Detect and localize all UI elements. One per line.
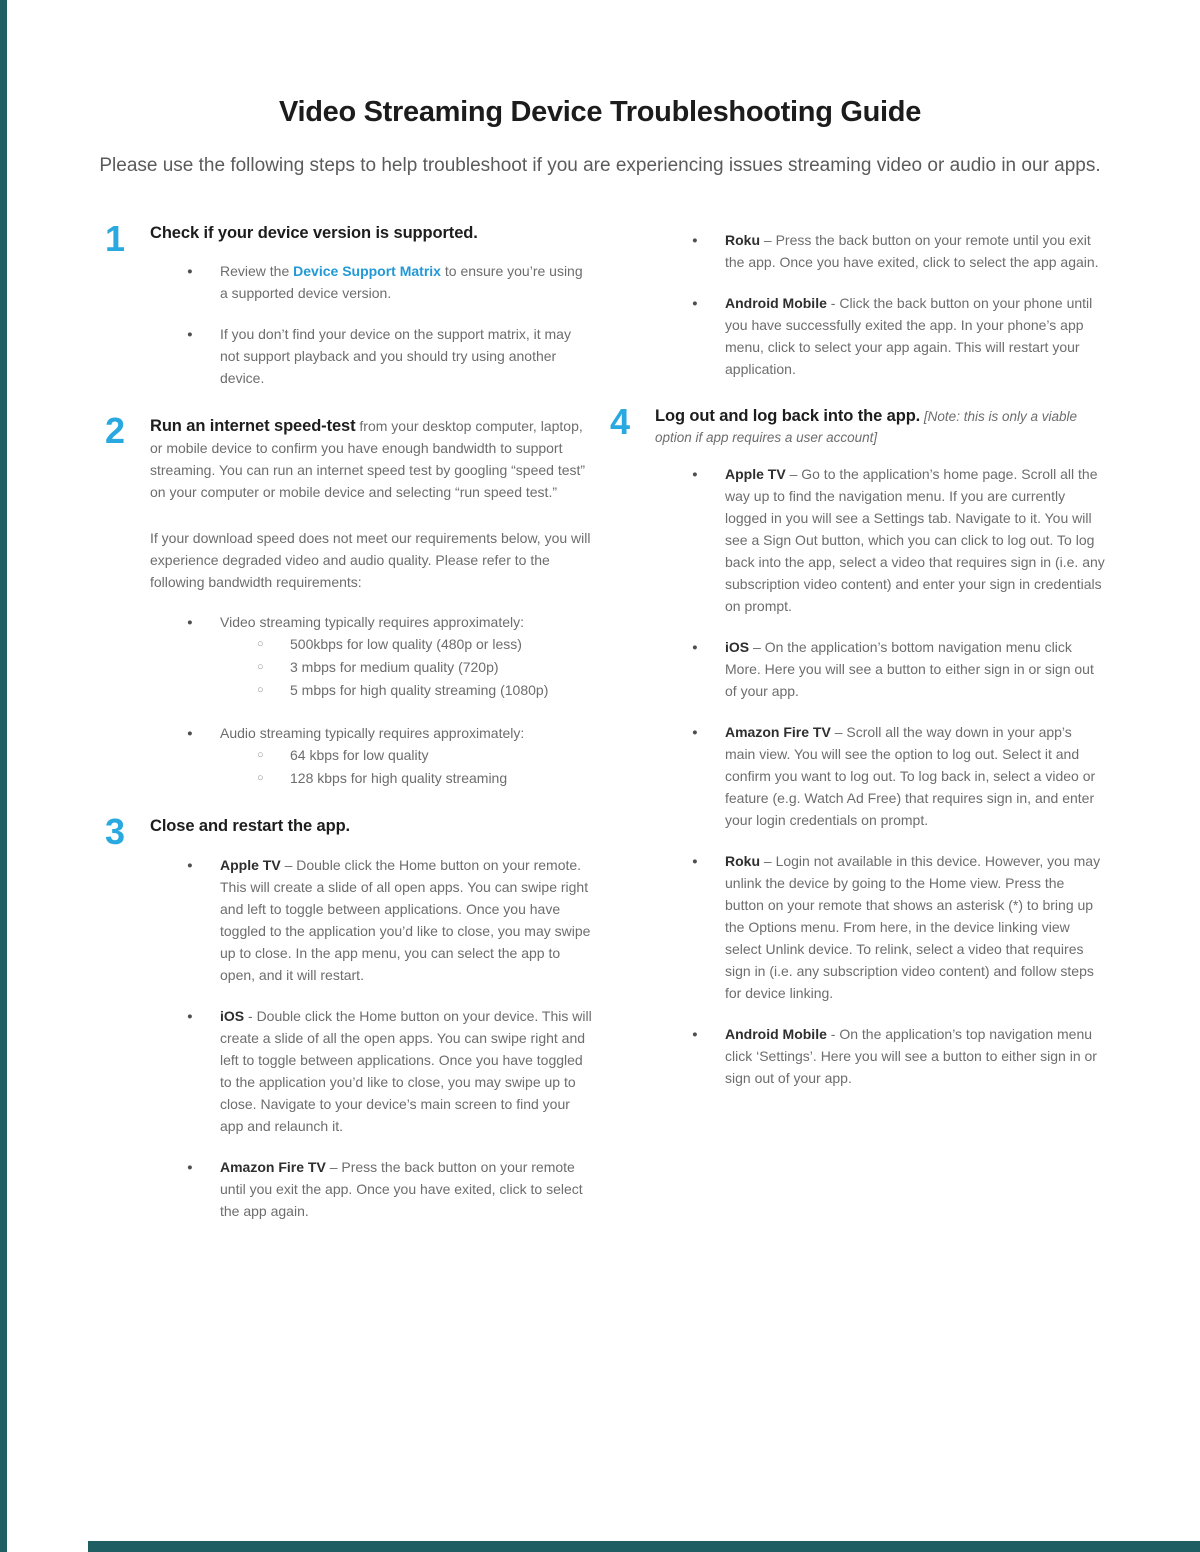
device-name: Roku (725, 852, 760, 869)
sub-bullet-low-quality: ○ 500kbps for low quality (480p or less) (257, 633, 592, 655)
page-title: Video Streaming Device Troubleshooting Guide (278, 96, 922, 128)
left-column (105, 218, 592, 1248)
step-1-heading: Check if your device version is supported. (150, 224, 478, 242)
step-4 (610, 401, 1105, 1089)
device-name: Apple TV (725, 465, 786, 482)
device-name: Roku (725, 232, 760, 248)
bullet-apple-tv-logout (692, 463, 1105, 617)
bullet-text: Review the (220, 263, 294, 280)
bullet-android-logout (692, 1023, 1105, 1089)
sub-bullet-high-quality: ○ 5 mbps for high quality streaming (1080p) (257, 679, 592, 701)
bullet-video-streaming (187, 611, 592, 701)
device-name: iOS (725, 638, 750, 655)
step-2-paragraph-2: If your download speed does not meet our requirements below, you will experience degraded video and audio quality. Please refer to the following bandwidth requirements: (150, 530, 591, 591)
step-4-heading (655, 406, 1105, 449)
bullet-android-restart (692, 292, 1105, 380)
step-1 (105, 218, 592, 389)
page-subtitle: Please use the following steps to help troubleshoot if you are experiencing issues streaming video or audio in our apps. (99, 155, 1101, 176)
step-2-heading-paragraph (150, 415, 592, 503)
step-3-continuation (610, 223, 1105, 380)
device-name: iOS (220, 1007, 245, 1024)
bottom-accent-bar (88, 1541, 1200, 1552)
step-2-number: 2 (105, 410, 126, 452)
device-name: Apple TV (220, 856, 281, 873)
step-3-number: 3 (105, 811, 126, 853)
audio-requirements-sublist (220, 744, 592, 789)
bullet-text: – Login not available in this device. However, you may unlink the device by going to the Home view. Press the button on your remote that shows an asterisk (*) to bring up the Options menu. From here, in the device linking view select Unlink device. To relink, select a video that requires sign in (i.e. any subscription video content) and follow steps for device linking. (725, 852, 1101, 1001)
two-column-layout (0, 218, 1200, 1248)
bullet-text: – Press the back button on your remote until you exit the app. Once you have exited, click to select the app again. (725, 232, 1099, 270)
step-2-heading-rest: from your desktop computer, laptop, or mobile device to confirm you have enough bandwidth to support streaming. You can run an internet speed test by googling “speed test” on your computer or mobile device and selecting “run speed test.” (150, 418, 586, 501)
bullet-text: – Press the back button on your remote until you exit the app. Once you have exited, click to select the app again. (220, 1158, 583, 1219)
bullet-text: – On the application’s bottom navigation menu click More. Here you will see a button to either sign in or sign out of your app. (725, 638, 1094, 699)
device-name: Amazon Fire TV (220, 1158, 326, 1175)
step-3 (105, 811, 592, 1221)
step-4-heading-text: Log out and log back into the app. (655, 407, 921, 425)
sub-bullet-audio-low: ○ 64 kbps for low quality (257, 744, 592, 766)
step-1-number: 1 (105, 218, 126, 259)
bullet-ios-restart (187, 1005, 592, 1137)
right-column (610, 223, 1105, 1248)
bullet-device-not-found: ● If you don’t find your device on the support matrix, it may not support playback and you should try using another device. (187, 323, 592, 389)
device-name: Amazon Fire TV (725, 723, 831, 740)
step-3-bullet-list (150, 854, 592, 1222)
bullet-fire-tv-logout (692, 721, 1105, 831)
sub-bullet-audio-high: ○ 128 kbps for high quality streaming (257, 767, 592, 789)
bullet-text: – Go to the application’s home page. Scroll all the way up to find the navigation menu. If you are currently logged in you will see a Settings tab. Navigate to it. You will see a Sign Out button, which you can click to log out. To log back into the app, select a video that requires sign in (i.e. any subscription video content) and enter your sign in credentials on prompt. (725, 465, 1105, 614)
step-2 (105, 410, 592, 790)
bullet-roku-restart (692, 229, 1105, 273)
step-3-heading: Close and restart the app. (150, 817, 351, 836)
bullet-text: to ensure you’re using a supported device version. (220, 263, 583, 302)
bandwidth-requirements-list (150, 611, 592, 789)
bullet-ios-logout (692, 636, 1105, 702)
step-4-number: 4 (610, 401, 631, 442)
sub-bullet-medium-quality: ○ 3 mbps for medium quality (720p) (257, 656, 592, 678)
bullet-fire-tv-restart (187, 1156, 592, 1222)
step-4-note: [Note: this is only a viable option if app requires a user account] (655, 409, 1077, 446)
left-accent-bar (0, 0, 7, 1552)
device-support-matrix-link[interactable]: Device Support Matrix (293, 263, 441, 280)
bullet-text: Audio streaming typically requires approximately: (220, 725, 525, 742)
device-name: Android Mobile (725, 1025, 827, 1042)
bullet-text: - Double click the Home button on your device. This will create a slide of all the open apps. You can swipe right and left to toggle between applications. Once you have toggled to the application you’d like to close, you may swipe up to close. Navigate to your device’s main screen to find your app and relaunch it. (220, 1007, 592, 1134)
bullet-text: - Click the back button on your phone until you have successfully exited the app. In your phone’s app menu, click to select your app again. This will restart your application. (725, 295, 1093, 377)
bullet-text: – Double click the Home button on your remote. This will create a slide of all open apps. You can swipe right and left to toggle between applications. Once you have toggled to the application you’d like to close, you may swipe up to close. In the app menu, you can select the app to open, and it will restart. (220, 856, 591, 983)
step-3-continuation-list (655, 229, 1105, 380)
bullet-text: Video streaming typically requires approximately: (220, 614, 524, 631)
bullet-audio-streaming (187, 722, 592, 789)
bullet-roku-logout (692, 850, 1105, 1004)
step-4-bullet-list (655, 463, 1105, 1089)
bullet-text: - On the application’s top navigation menu click ‘Settings’. Here you will see a button to either sign in or sign out of your app. (725, 1025, 1097, 1086)
step-2-heading: Run an internet speed-test (150, 417, 356, 436)
video-requirements-sublist (220, 633, 592, 701)
bullet-review-support-matrix (187, 260, 592, 304)
bullet-text: – Scroll all the way down in your app’s main view. You will see the option to log out. Select it and confirm you want to log out. To log back in, select a video or feature (e.g. Watch Ad Free) that requires sign in, and enter your login credentials on prompt. (725, 723, 1096, 828)
device-name: Android Mobile (725, 295, 827, 311)
bullet-apple-tv-restart (187, 854, 592, 986)
step-1-bullet-list (150, 260, 592, 389)
